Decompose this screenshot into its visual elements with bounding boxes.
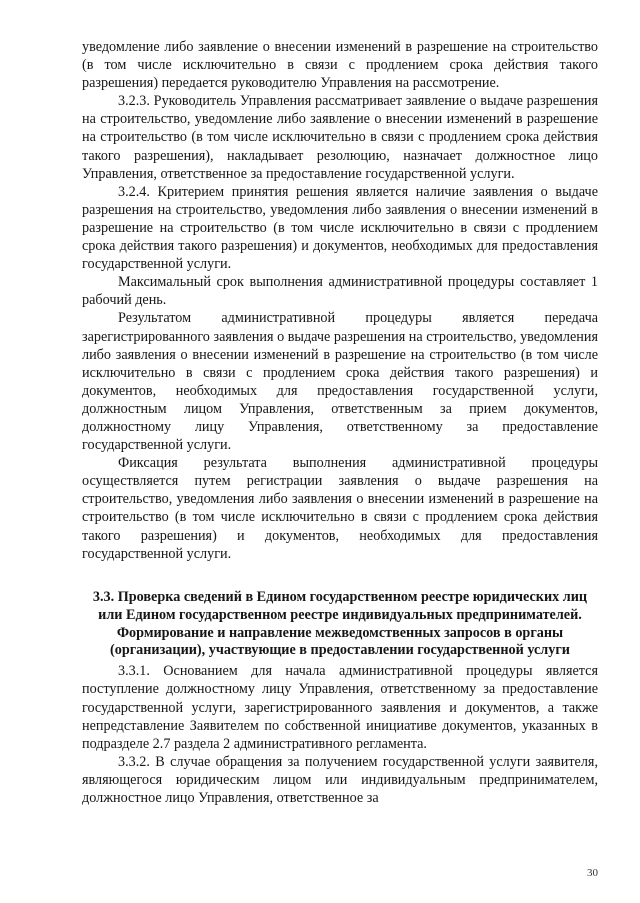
page-number: 30 <box>587 867 598 879</box>
paragraph-3-2-4: 3.2.4. Критерием принятия решения является наличие заявления о выдаче разрешения на строительство, уведомления либо заявления о внесении изменений в разрешение на строительство (в том числе исключительно в связи с продлением срока действия такого разрешения) и документов, необходимых для предоставления государственной услуги. <box>82 183 598 273</box>
paragraph-max-duration: Максимальный срок выполнения административной процедуры составляет 1 рабочий день. <box>82 274 598 309</box>
section-heading-3-3: 3.3. Проверка сведений в Едином государственном реестре юридических лиц или Едином государственном реестре индивидуальных предпринимателей. Формирование и направление межведомственных запросов в органы (организации), участвующие в предоставлении государственной услуги <box>92 588 588 659</box>
paragraph-3-3-1: 3.3.1. Основанием для начала административной процедуры является поступление должностному лицу Управления, ответственному за предоставление государственной услуги, зарегистрированного заявления и документов, а также непредставление Заявителем по собственной инициативе документов, указанных в подразделе 2.7 раздела 2 административного регламента. <box>82 663 598 752</box>
paragraph-result: Результатом административной процедуры является передача зарегистрированного заявления о выдаче разрешения на строительство, уведомления либо заявления о внесении изменений в разрешение на строительство (в том числе исключительно в связи с продлением срока действия такого разрешения) и документов, необходимых для предоставления государственной услуги, должностным лицом Управления, ответственным за прием документов, должностному лицу Управления, ответственному за предоставление государственной услуги. <box>82 310 598 454</box>
paragraph-3-2-3: 3.2.3. Руководитель Управления рассматривает заявление о выдаче разрешения на строительство, уведомление либо заявление о внесении изменений в разрешение на строительство (в том числе исключительно в связи с продлением срока действия такого разрешения), накладывает резолюцию, назначает должностное лицо Управления, ответственное за предоставление государственной услуги. <box>82 93 598 182</box>
paragraph-continuation: уведомление либо заявление о внесении изменений в разрешение на строительство (в том числе исключительно в связи с продлением срока действия такого разрешения) передается руководителю Управления на рассмотрение. <box>82 39 598 92</box>
paragraph-3-3-2: 3.3.2. В случае обращения за получением государственной услуги заявителя, являющегося юридическим лицом или индивидуальным предпринимателем, должностное лицо Управления, ответственное за <box>82 753 598 806</box>
document-page <box>82 38 598 807</box>
paragraph-fixation: Фиксация результата выполнения административной процедуры осуществляется путем регистрации заявления о выдаче разрешения на строительство, уведомления либо заявления о внесении изменений в разрешение на строительство (в том числе исключительно в связи с продлением срока действия такого разрешения) и документов, необходимых для предоставления государственной услуги. <box>82 455 598 562</box>
